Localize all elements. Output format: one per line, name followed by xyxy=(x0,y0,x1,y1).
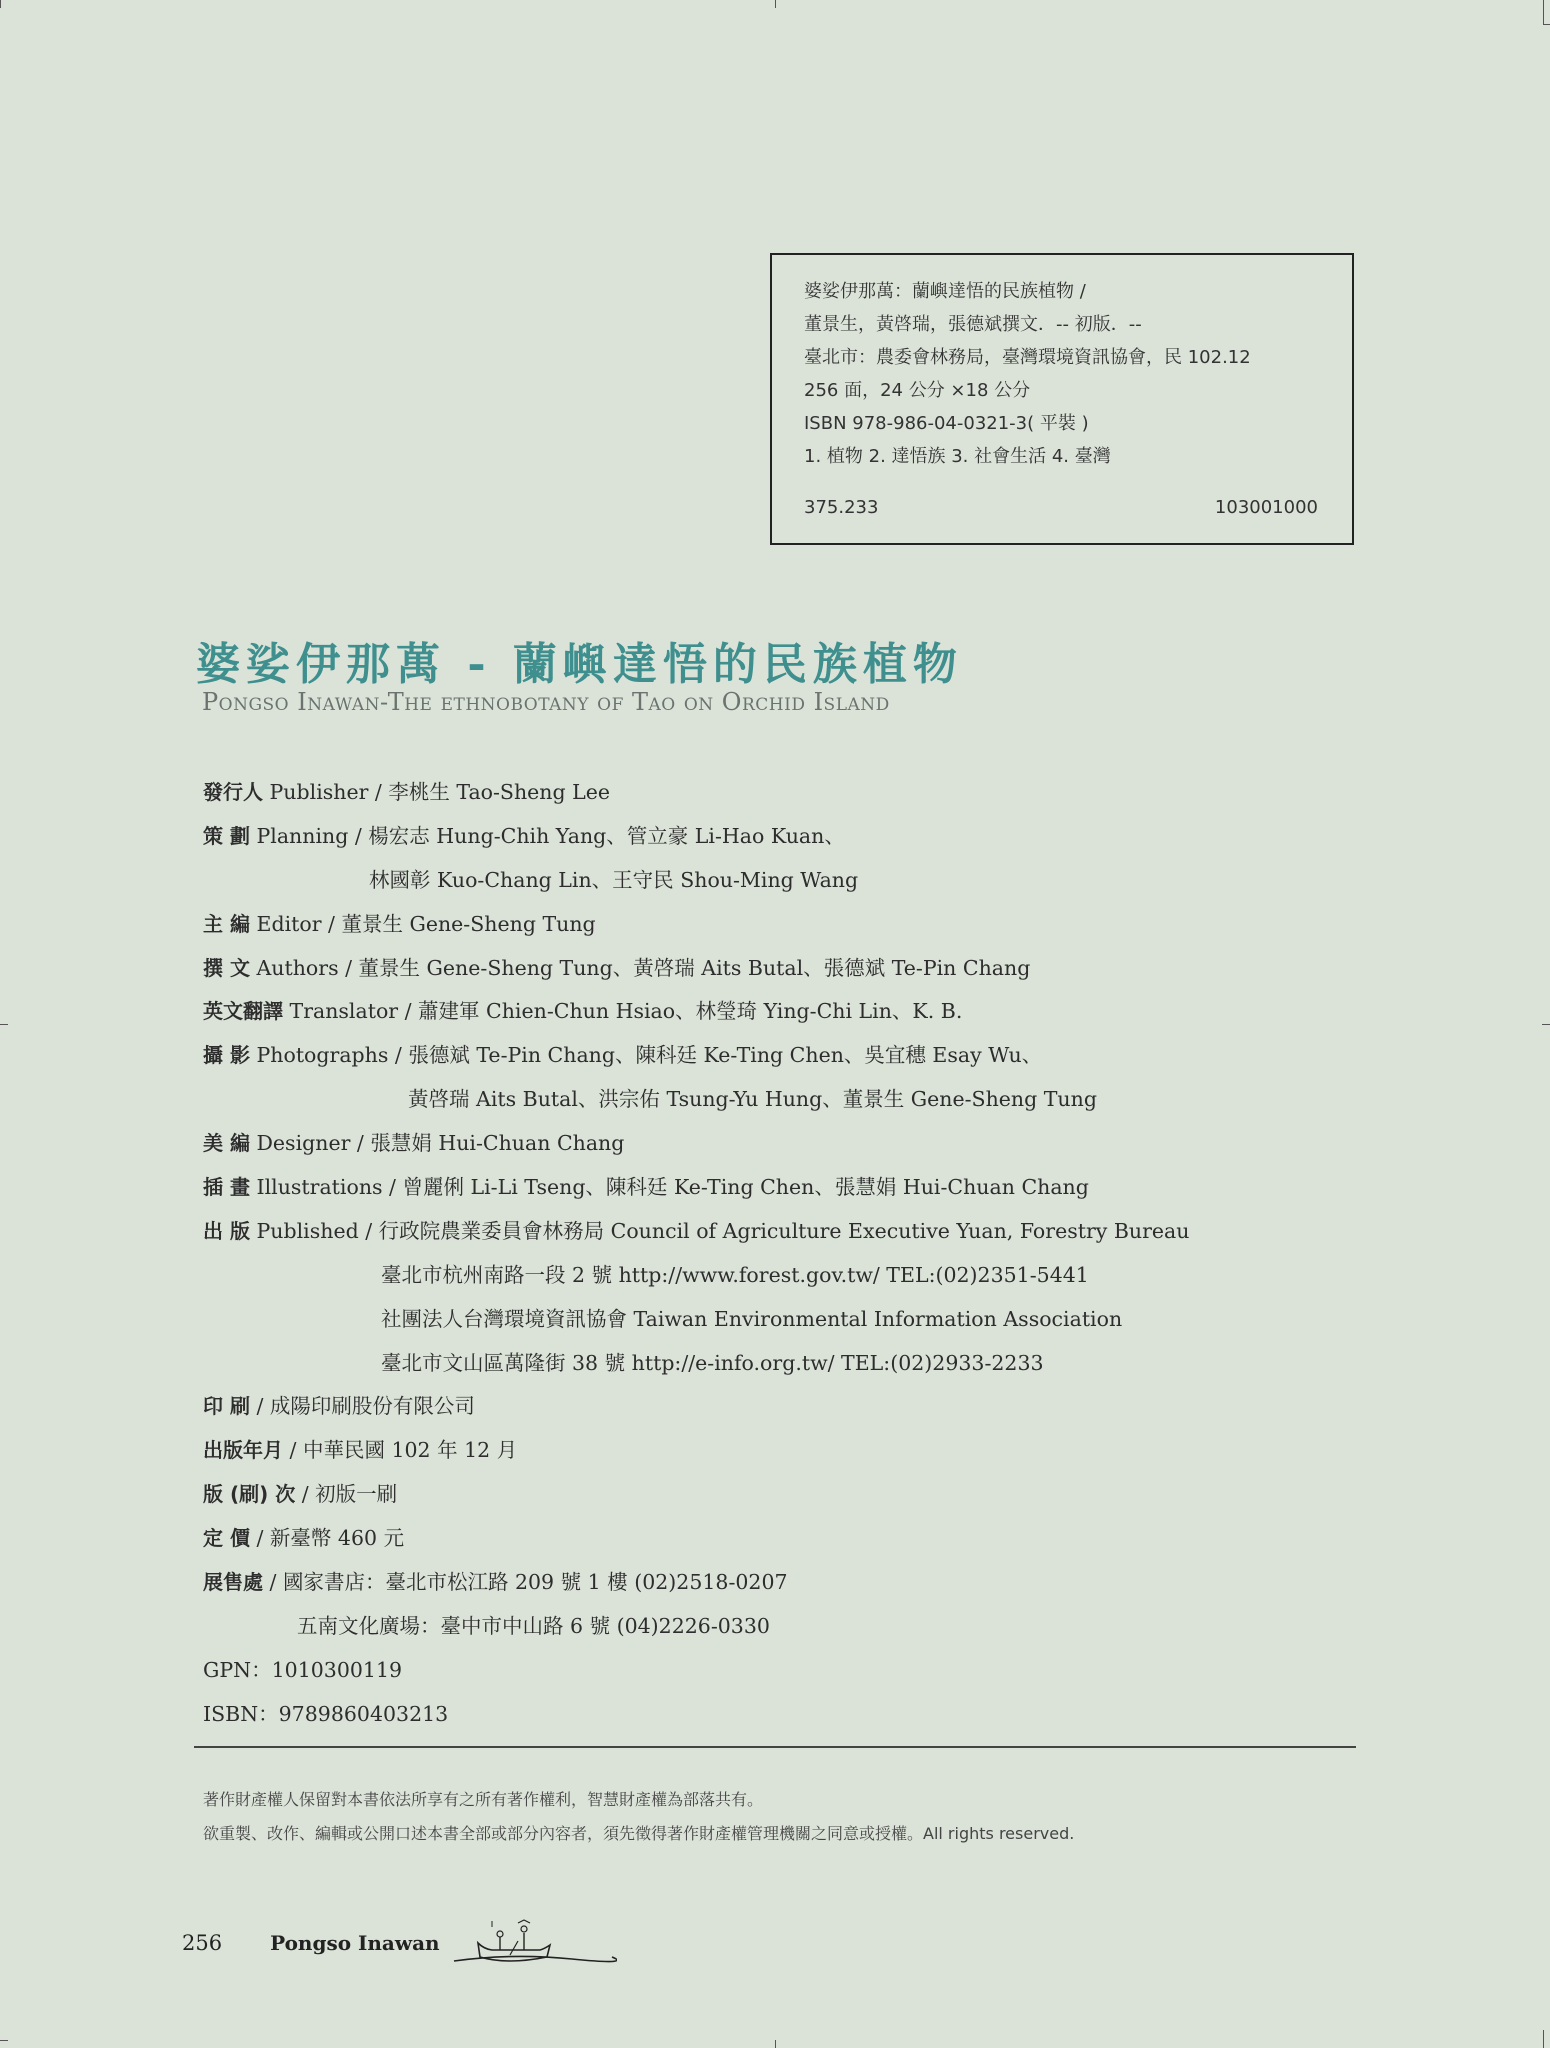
credit-row-published-cont: 臺北市文山區萬隆街 38 號 http://e-info.org.tw/ TEL:(02)2933-2233 xyxy=(381,1350,1044,1375)
credit-row-gpn: GPN：1010300119 xyxy=(203,1657,403,1682)
book-title-english: Pongso Inawan-The ethnobotany of Tao on Orchid Island xyxy=(202,688,890,716)
credit-row-publish-date: 出版年月 / 中華民國 102 年 12 月 xyxy=(203,1438,518,1463)
cip-record-number: 103001000 xyxy=(1214,497,1318,518)
cip-line: 婆娑伊那萬：蘭嶼達悟的民族植物 / xyxy=(804,281,1086,302)
credit-row-sales-cont: 五南文化廣場：臺中市中山路 6 號 (04)2226-0330 xyxy=(297,1613,770,1638)
crop-mark xyxy=(775,0,776,8)
page-footer xyxy=(182,1925,617,1961)
credit-row-editor: 主 編 Editor / 董景生 Gene-Sheng Tung xyxy=(203,911,596,936)
credit-row-planning-cont: 林國彰 Kuo-Chang Lin、王守民 Shou-Ming Wang xyxy=(369,867,859,892)
crop-mark xyxy=(775,2040,776,2048)
copyright-line: 欲重製、改作、編輯或公開口述本書全部或部分內容者，須先徵得著作財產權管理機關之同意或授權。All rights reserved. xyxy=(203,1824,1075,1843)
credit-row-publisher: 發行人 Publisher / 李桃生 Tao-Sheng Lee xyxy=(203,780,611,804)
credit-row-designer: 美 編 Designer / 張慧娟 Hui-Chuan Chang xyxy=(203,1131,625,1156)
credit-row-printing: 印 刷 / 成陽印刷股份有限公司 xyxy=(203,1394,475,1419)
cip-class-number: 375.233 xyxy=(804,497,879,518)
credit-row-edition: 版 (刷) 次 / 初版一刷 xyxy=(203,1482,398,1507)
credit-row-sales: 展售處 / 國家書店：臺北市松江路 209 號 1 樓 (02)2518-0207 xyxy=(203,1570,788,1595)
crop-mark xyxy=(1543,0,1544,24)
crop-mark xyxy=(1543,2030,1544,2048)
credit-row-illustrations: 插 畫 Illustrations / 曾麗俐 Li-Li Tseng、陳科廷 Ke-Ting Chen、張慧娟 Hui-Chuan Chang xyxy=(203,1175,1089,1200)
divider xyxy=(194,1746,1356,1748)
page-number: 256 xyxy=(182,1931,223,1955)
copyright-notice xyxy=(203,1783,1353,1851)
credit-row-price: 定 價 / 新臺幣 460 元 xyxy=(203,1526,405,1551)
copyright-line: 著作財產權人保留對本書依法所享有之所有著作權利，智慧財產權為部落共有。 xyxy=(203,1790,764,1809)
cip-footer xyxy=(804,497,1318,518)
crop-mark xyxy=(1543,24,1550,25)
book-title-chinese: 婆娑伊那萬 - 蘭嶼達悟的民族植物 xyxy=(196,639,963,690)
credit-row-published-cont: 臺北市杭州南路一段 2 號 http://www.forest.gov.tw/ TEL:(02)2351-5441 xyxy=(381,1262,1089,1287)
credit-row-photographs-cont: 黃啓瑞 Aits Butal、洪宗佑 Tsung-Yu Hung、董景生 Gene-Sheng Tung xyxy=(408,1087,1097,1112)
credit-row-authors: 撰 文 Authors / 董景生 Gene-Sheng Tung、黃啓瑞 Aits Butal、張德斌 Te-Pin Chang xyxy=(203,955,1031,980)
crop-mark xyxy=(0,2040,8,2041)
credits-list xyxy=(203,771,1353,1737)
crop-mark xyxy=(0,1024,8,1025)
crop-mark xyxy=(1542,1024,1550,1025)
running-title: Pongso Inawan xyxy=(270,1931,440,1955)
credit-row-published: 出 版 Published / 行政院農業委員會林務局 Council of Agriculture Executive Yuan, Forestry Bureau xyxy=(203,1218,1190,1243)
cip-line: 1. 植物 2. 達悟族 3. 社會生活 4. 臺灣 xyxy=(804,446,1111,467)
cip-line: 董景生，黃啓瑞，張德斌撰文．-- 初版．-- xyxy=(804,314,1142,335)
credit-row-published-cont: 社團法人台灣環境資訊協會 Taiwan Environmental Information Association xyxy=(381,1306,1123,1331)
cip-catalog-box xyxy=(770,253,1354,545)
credit-row-photographs: 攝 影 Photographs / 張德斌 Te-Pin Chang、陳科廷 Ke-Ting Chen、吳宜穗 Esay Wu、 xyxy=(203,1043,1043,1068)
cip-line: 臺北市：農委會林務局，臺灣環境資訊協會，民 102.12 xyxy=(804,347,1251,368)
cip-line: ISBN 978-986-04-0321-3( 平裝 ) xyxy=(804,413,1089,434)
crop-mark xyxy=(0,0,1,8)
credit-row-planning: 策 劃 Planning / 楊宏志 Hung-Chih Yang、管立豪 Li-Hao Kuan、 xyxy=(203,823,845,848)
cip-line: 256 面，24 公分 ×18 公分 xyxy=(804,380,1031,401)
credit-row-isbn: ISBN：9789860403213 xyxy=(203,1701,449,1726)
credit-row-translator: 英文翻譯 Translator / 蕭建軍 Chien-Chun Hsiao、林瑩琦 Ying-Chi Lin、K. B. xyxy=(203,999,963,1024)
canoe-icon xyxy=(452,1919,617,1967)
